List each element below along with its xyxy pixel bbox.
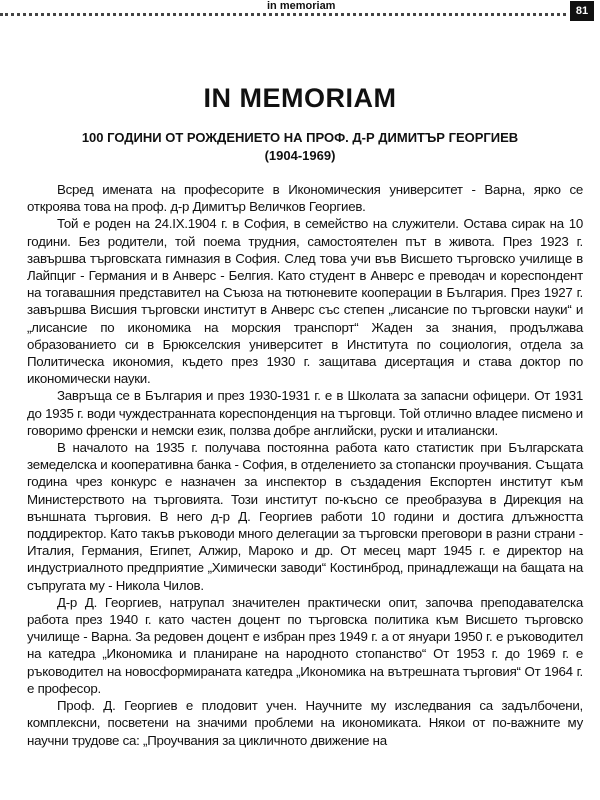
article-subtitle [20, 129, 580, 165]
article-body [27, 181, 583, 749]
subtitle-line-1: 100 ГОДИНИ ОТ РОЖДЕНИЕТО НА ПРОФ. Д-Р ДИМИТЪР ГЕОРГИЕВ [81, 130, 519, 145]
paragraph-2: Той е роден на 24.IX.1904 г. в София, в семейство на служители. Остава сирак на 10 години. Без родители, той поема трудния, самостоятелен път в живота. През 1923 г. завършва търговската гимназия в София. След това учи във Висшето търговско училище в Лайпциг - Германия и в Анверс - Белгия. Като студент в Анверс е преводач и кореспондент на тогавашния представител на Съюза на тютюневите кооперации в България. През 1927 г. завършва Висшия търговски институт в Анверс със степен „лисансие по търговски науки“ и „лисансие по икономика на морския транспорт“ Жаден за знания, продължава образованието си в Брюкселския университет в Института по социология, отдела за Политическа икономия, където през 1930 г. защитава дисертация и става доктор по икономически науки. [27, 216, 583, 387]
subtitle-line-2: (1904-1969) [264, 148, 336, 163]
page-number: 81 [570, 1, 594, 21]
paragraph-5: Д-р Д. Георгиев, натрупал значителен практически опит, започва преподавателска работа през 1940 г. като частен доцент по търговска политика към Висшето търговско училище - Варна. За редовен доцент е избран през 1949 г. а от януари 1950 г. е ръководител на катедра „Икономика и планиране на народното стопанство“ От 1953 г. до 1969 г. е ръководител на новосформираната катедра „Икономика на вътрешната търговия“ От 1964 г. е професор. [27, 594, 583, 696]
page-title: IN MEMORIAM [203, 83, 397, 113]
paragraph-6: Проф. Д. Георгиев е плодовит учен. Научните му изследвания са задълбочени, комплексни, посветени на значими проблеми на икономиката. Някои от по-важните му научни трудове са: „Проучвания за цикличното движение на [27, 698, 583, 748]
running-head [0, 0, 600, 22]
paragraph-4: В началото на 1935 г. получава постоянна работа като статистик при Българската земеделска и кооперативна банка - София, в отделението за стопански проучвания. Същата година чрез конкурс е назначен за инспектор в създадения Експортен институт към Министерството на търговията. Този институт по-късно се преобразува в Дирекция на външната търговия. В него д-р Д. Георгиев работи 10 години и достига длъжността поддиректор. Като такъв ръководи много делегации за търговски преговори в разни страни - Италия, Германия, Египет, Алжир, Мароко и др. От месец март 1945 г. е директор на индустриалното предприятие „Химически заводи“ Костинброд, принадлежащи на бащата на съпругата му - Никола Чилов. [27, 440, 583, 593]
paragraph-1: Всред имената на професорите в Икономическия университет - Варна, ярко се откроява това на проф. д-р Димитър Величков Георгиев. [27, 182, 583, 215]
header-rule [0, 13, 566, 16]
running-head-title: in memoriam [262, 0, 340, 12]
paragraph-3: Завръща се в България и през 1930-1931 г. е в Школата за запасни офицери. От 1931 до 1935 г. води чуждестранната кореспонденция на търговци. Той отлично владее писмено и говоримо френски и немски език, ползва добре английски, руски и италиански. [27, 388, 583, 438]
